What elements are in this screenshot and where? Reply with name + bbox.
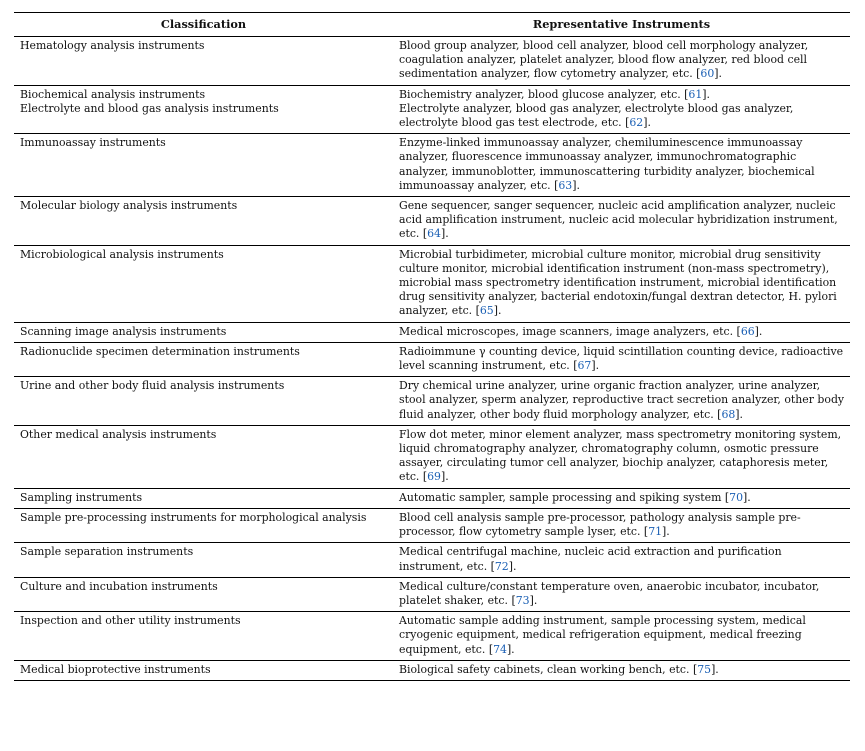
table-row — [14, 134, 850, 197]
table-row — [14, 322, 850, 342]
reference-link[interactable]: 67 — [577, 359, 592, 373]
instruments-cell: Blood group analyzer, blood cell analyzer, blood cell morphology analyzer, coagulation analyzer, platelet analyzer, blood flow analyzer, red blood cell sedimentation analyzer, flow cytometry analyzer, etc. [60]. — [393, 37, 850, 86]
reference-link[interactable]: 65 — [479, 304, 494, 318]
table-row — [14, 85, 850, 134]
table-row — [14, 660, 850, 680]
classification-cell: Other medical analysis instruments — [14, 425, 393, 488]
classification-cell: Radionuclide specimen determination instruments — [14, 342, 393, 376]
instruments-text: Dry chemical urine analyzer, urine organic fraction analyzer, urine analyzer, stool analyzer, sperm analyzer, reproductive tract secretion analyzer, other body fluid analyzer, other body fluid morphology analyzer, etc. — [399, 379, 845, 421]
reference-link[interactable]: 64 — [427, 227, 441, 241]
instruments-text: Gene sequencer, sanger sequencer, nucleic acid amplification analyzer, nucleic acid amplification instrument, nucleic acid molecular hybridization instrument, etc. — [399, 199, 838, 241]
instruments-text: Medical centrifugal machine, nucleic acid extraction and purification instrument, etc. — [399, 545, 782, 573]
instruments-text: Flow dot meter, minor element analyzer, mass spectrometry monitoring system, liquid chromatography analyzer, chromatography column, osmotic pressure assayer, circulating tumor cell analyzer, biochip analyzer, cataphoresis meter, etc. — [399, 427, 842, 484]
classification-cell: Scanning image analysis instruments — [14, 322, 393, 342]
classification-cell: Medical bioprotective instruments — [14, 660, 393, 680]
classification-cell: Sample pre-processing instruments for morphological analysis — [14, 508, 393, 542]
instruments-cell: Blood cell analysis sample pre-processor, pathology analysis sample pre-processor, flow cytometry sample lyser, etc. [71]. — [393, 508, 850, 542]
instruments-cell: Medical culture/constant temperature oven, anaerobic incubator, incubator, platelet shaker, etc. [73]. — [393, 577, 850, 611]
instruments-text: Medical microscopes, image scanners, image analyzers, etc. — [399, 324, 734, 338]
table-body — [14, 37, 850, 681]
reference-link[interactable]: 70 — [729, 490, 744, 504]
instruments-text: Radioimmune γ counting device, liquid scintillation counting device, radioactive level scanning instrument, etc. — [399, 344, 844, 373]
instruments-cell: Enzyme-linked immunoassay analyzer, chemiluminescence immunoassay analyzer, fluorescence immunoassay analyzer, immunochromatographic analyzer, immunoblotter, immunoscattering turbidity analyzer, biochemical immunoassay analyzer, etc. [63]. — [393, 134, 850, 197]
table-row — [14, 425, 850, 488]
classification-cell: Sampling instruments — [14, 488, 393, 508]
reference-link[interactable]: 69 — [427, 470, 441, 484]
classification-cell: Sample separation instruments — [14, 543, 393, 577]
table-row — [14, 197, 850, 246]
classification-cell: Culture and incubation instruments — [14, 577, 393, 611]
instrument-classification-table — [14, 12, 850, 681]
instruments-cell: Biological safety cabinets, clean working bench, etc. [75]. — [393, 660, 850, 680]
instruments-text: Blood group analyzer, blood cell analyzer, blood cell morphology analyzer, coagulation analyzer, platelet analyzer, blood flow analyzer, red blood cell sedimentation analyzer, flow cytometry analyzer, etc. — [399, 39, 809, 81]
header-row — [14, 13, 850, 37]
instruments-text: Automatic sampler, sample processing and spiking system — [399, 490, 722, 504]
table-row — [14, 543, 850, 577]
classification-cell: Immunoassay instruments — [14, 134, 393, 197]
instruments-text: Biochemistry analyzer, blood glucose analyzer, etc. — [399, 87, 681, 101]
instruments-cell: Flow dot meter, minor element analyzer, mass spectrometry monitoring system, liquid chromatography analyzer, chromatography column, osmotic pressure assayer, circulating tumor cell analyzer, biochip analyzer, cataphoresis meter, etc. [69]. — [393, 425, 850, 488]
header-representative-instruments: Representative Instruments — [393, 13, 850, 37]
instruments-cell: Microbial turbidimeter, microbial culture monitor, microbial drug sensitivity culture monitor, microbial identification instrument (non-mass spectrometry), microbial mass spectrometry identification instrument, microbial identification drug sensitivity analyzer, bacterial endotoxin/fungal dextran detector, H. pylori analyzer, etc. [65]. — [393, 245, 850, 322]
reference-link[interactable]: 61 — [688, 87, 703, 101]
instruments-text: Blood cell analysis sample pre-processor, pathology analysis sample pre-processor, flow cytometry sample lyser, etc. — [399, 510, 801, 539]
table-row — [14, 612, 850, 661]
table-row — [14, 37, 850, 86]
reference-link[interactable]: 63 — [558, 178, 573, 192]
instruments-cell: Medical microscopes, image scanners, image analyzers, etc. [66]. — [393, 322, 850, 342]
table-row — [14, 577, 850, 611]
instruments-cell: Dry chemical urine analyzer, urine organic fraction analyzer, urine analyzer, stool analyzer, sperm analyzer, reproductive tract secretion analyzer, other body fluid analyzer, other body fluid morphology analyzer, etc. [68]. — [393, 377, 850, 426]
classification-cell: Inspection and other utility instruments — [14, 612, 393, 661]
table-row — [14, 488, 850, 508]
instruments-cell: Radioimmune γ counting device, liquid scintillation counting device, radioactive level scanning instrument, etc. [67]. — [393, 342, 850, 376]
instruments-cell: Medical centrifugal machine, nucleic acid extraction and purification instrument, etc. [72]. — [393, 543, 850, 577]
table-row — [14, 342, 850, 376]
table-row — [14, 508, 850, 542]
instruments-text: Enzyme-linked immunoassay analyzer, chemiluminescence immunoassay analyzer, fluorescence immunoassay analyzer, immunochromatographic analyzer, immunoblotter, immunoscattering turbidity analyzer, biochemical immunoassay analyzer, etc. — [399, 136, 815, 192]
instruments-cell: Gene sequencer, sanger sequencer, nucleic acid amplification analyzer, nucleic acid amplification instrument, nucleic acid molecular hybridization instrument, etc. [64]. — [393, 197, 850, 246]
reference-link[interactable]: 71 — [648, 525, 663, 539]
classification-cell: Urine and other body fluid analysis instruments — [14, 377, 393, 426]
classification-cell: Molecular biology analysis instruments — [14, 197, 393, 246]
reference-link[interactable]: 75 — [697, 662, 712, 676]
instruments-cell: Automatic sampler, sample processing and spiking system [70]. — [393, 488, 850, 508]
instruments-cell: Biochemistry analyzer, blood glucose analyzer, etc. [61]. Electrolyte analyzer, blood gas analyzer, electrolyte blood gas analyzer, electrolyte blood gas test electrode, etc. [62]. — [393, 85, 850, 134]
header-classification: Classification — [14, 13, 393, 37]
reference-link[interactable]: 73 — [515, 593, 530, 607]
reference-link[interactable]: 68 — [721, 407, 736, 421]
classification-cell: Microbiological analysis instruments — [14, 245, 393, 322]
instruments-text: Microbial turbidimeter, microbial culture monitor, microbial drug sensitivity culture monitor, microbial identification instrument (non-mass spectrometry), microbial mass spectrometry identification instrument, microbial identification drug sensitivity analyzer, bacterial endotoxin/fungal dextran detector, H. pylori analyzer, etc. — [399, 247, 837, 318]
reference-link[interactable]: 62 — [629, 116, 644, 130]
classification-cell: Biochemical analysis instruments Electrolyte and blood gas analysis instruments — [14, 85, 393, 134]
instruments-cell: Automatic sample adding instrument, sample processing system, medical cryogenic equipment, medical refrigeration equipment, medical freezing equipment, etc. [74]. — [393, 612, 850, 661]
table-row — [14, 245, 850, 322]
instruments-text: Automatic sample adding instrument, sample processing system, medical cryogenic equipment, medical refrigeration equipment, medical freezing equipment, etc. — [399, 614, 806, 656]
instruments-text: Biological safety cabinets, clean working bench, etc. — [399, 662, 690, 676]
instruments-text: Medical culture/constant temperature oven, anaerobic incubator, incubator, platelet shaker, etc. — [399, 579, 820, 607]
classification-cell: Hematology analysis instruments — [14, 37, 393, 86]
instruments-text: Electrolyte analyzer, blood gas analyzer, electrolyte blood gas analyzer, electrolyte blood gas test electrode, etc. — [399, 101, 794, 130]
table-row — [14, 377, 850, 426]
reference-link[interactable]: 72 — [494, 559, 509, 573]
reference-link[interactable]: 60 — [700, 67, 715, 81]
reference-link[interactable]: 66 — [740, 324, 755, 338]
reference-link[interactable]: 74 — [493, 642, 507, 656]
